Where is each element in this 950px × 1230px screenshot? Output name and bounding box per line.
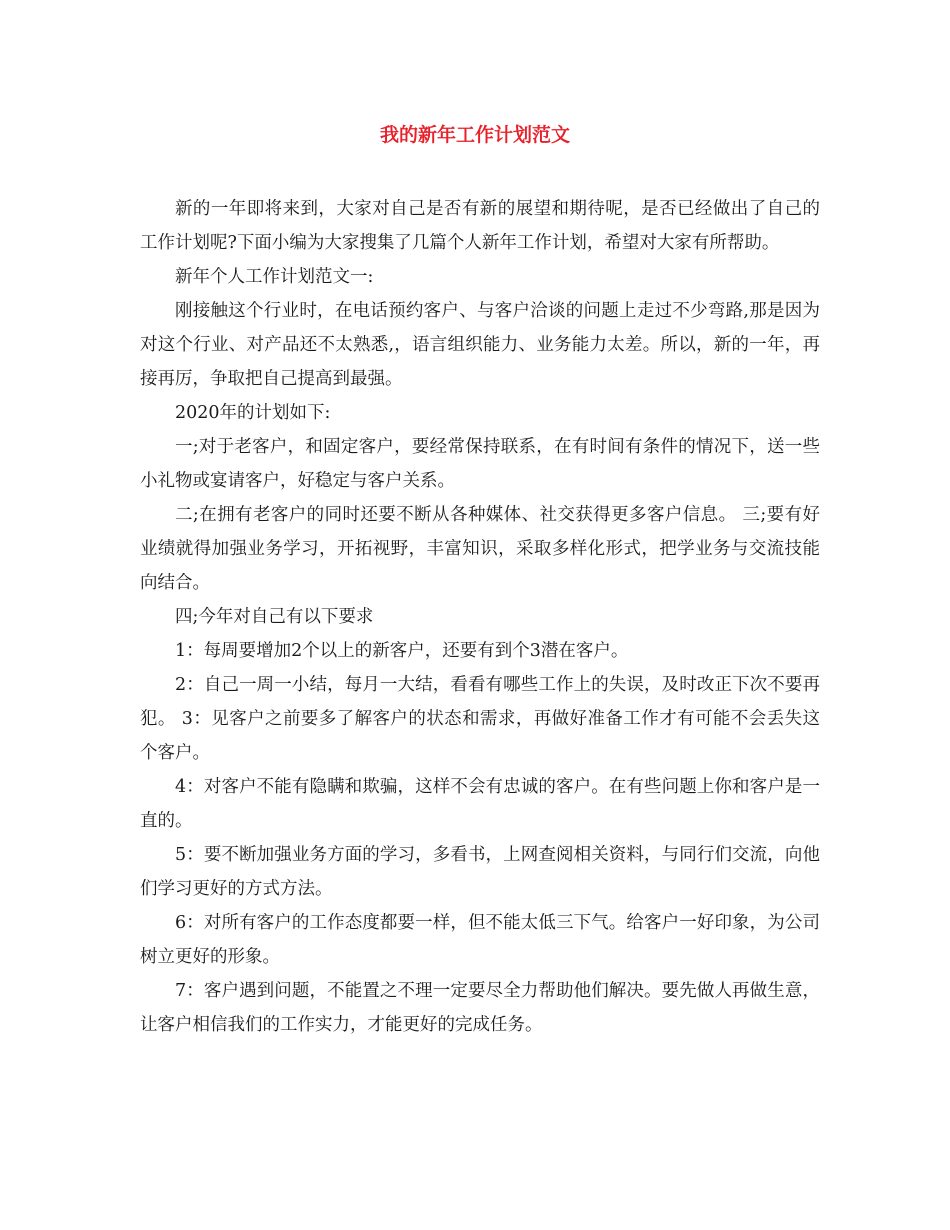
paragraph: 6：对所有客户的工作态度都要一样，但不能太低三下气。给客户一好印象，为公司树立更好的形象。 xyxy=(140,913,820,967)
paragraph: 4：对客户不能有隐瞒和欺骗，这样不会有忠诚的客户。在有些问题上你和客户是一直的。 xyxy=(140,777,820,831)
paragraph: 新年个人工作计划范文一: xyxy=(175,267,374,287)
paragraph: 1：每周要增加2个以上的新客户，还要有到个3潜在客户。 xyxy=(175,641,629,661)
paragraph: 一;对于老客户，和固定客户，要经常保持联系，在有时间有条件的情况下，送一些小礼物或宴请客户，好稳定与客户关系。 xyxy=(140,437,820,491)
paragraph: 刚接触这个行业时，在电话预约客户、与客户洽谈的问题上走过不少弯路,那是因为对这个行业、对产品还不太熟悉,，语言组织能力、业务能力太差。所以，新的一年，再接再厉，争取把自己提高到最强。 xyxy=(140,301,820,389)
paragraph: 2：自己一周一小结，每月一大结，看看有哪些工作上的失误，及时改正下次不要再犯。 3：见客户之前要多了解客户的状态和需求，再做好准备工作才有可能不会丢失这个客户。 xyxy=(140,675,820,763)
document-title: 我的新年工作计划范文 xyxy=(379,124,570,146)
document-body xyxy=(140,192,820,1042)
paragraph: 5：要不断加强业务方面的学习，多看书，上网查阅相关资料，与同行们交流，向他们学习更好的方式方法。 xyxy=(140,845,820,899)
paragraph: 新的一年即将来到，大家对自己是否有新的展望和期待呢，是否已经做出了自己的工作计划呢?下面小编为大家搜集了几篇个人新年工作计划，希望对大家有所帮助。 xyxy=(140,199,820,253)
paragraph: 四;今年对自己有以下要求 xyxy=(175,607,374,627)
paragraph: 7：客户遇到问题，不能置之不理一定要尽全力帮助他们解决。要先做人再做生意，让客户相信我们的工作实力，才能更好的完成任务。 xyxy=(140,981,820,1035)
paragraph: 2020年的计划如下: xyxy=(175,403,331,423)
paragraph: 二;在拥有老客户的同时还要不断从各种媒体、社交获得更多客户信息。 三;要有好业绩就得加强业务学习，开拓视野，丰富知识，采取多样化形式，把学业务与交流技能向结合。 xyxy=(140,505,820,593)
